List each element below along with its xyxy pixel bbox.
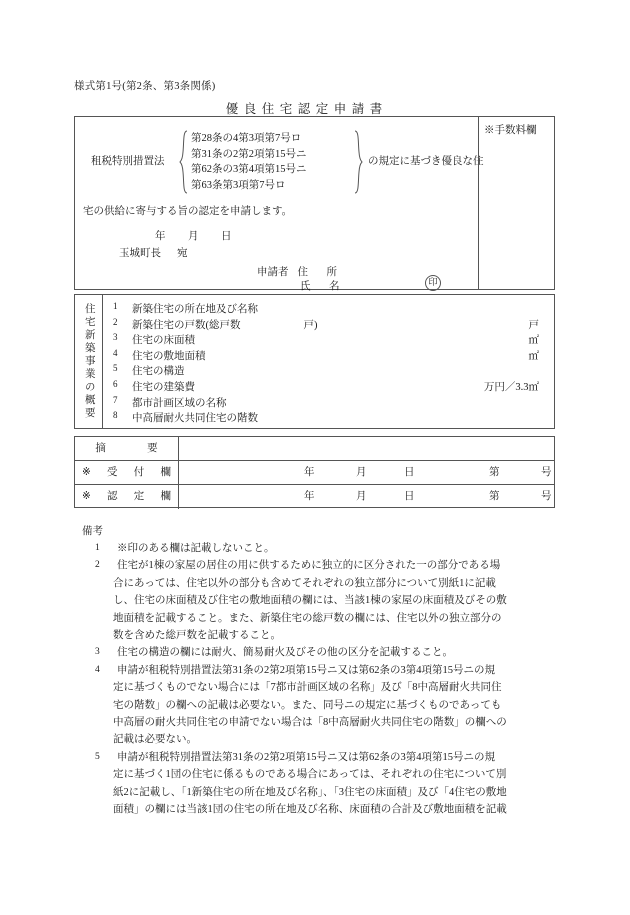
row-label: 住宅の建築費 <box>132 381 195 393</box>
row-label: 都市計画区域の名称 <box>132 397 227 409</box>
table-row <box>103 317 554 333</box>
row-unit: 万円／3.3㎡ <box>483 381 539 393</box>
note-item <box>82 662 554 749</box>
clause-item: 第28条の4第3項第7号ロ <box>191 133 302 144</box>
notes-section <box>82 524 554 819</box>
clause-list <box>188 131 354 193</box>
approval-number-suffix: 号 <box>541 491 552 502</box>
summary-value[interactable] <box>179 437 554 460</box>
table-row <box>103 410 554 426</box>
fee-column <box>478 117 554 289</box>
table-row-summary <box>75 437 554 461</box>
clause-item: 第62条の3第4項第15号ニ <box>191 164 307 175</box>
table-row <box>103 332 554 348</box>
note-line: 紙2に記載し、「1新築住宅の所在地及び名称」、「3住宅の床面積」及び「4住宅の敷地 <box>113 786 507 798</box>
application-statement: 宅の供給に寄与する旨の認定を申請します。 <box>83 206 293 217</box>
applicant-name-label: 氏 名 <box>300 281 344 292</box>
row-number: 6 <box>113 378 118 389</box>
row-number: 8 <box>113 410 118 421</box>
approval-label: ※ 認 定 欄 <box>75 485 179 509</box>
row-unit: ㎡ <box>528 335 539 347</box>
applicant-address-label: 住 所 <box>297 267 341 278</box>
overview-vertical-label: 住宅新築事業の概要 <box>75 295 103 428</box>
receipt-label: ※ 受 付 欄 <box>75 461 179 484</box>
note-line: 地面積を記載すること。また、新築住宅の総戸数の欄には、住宅以外の独立部分の <box>113 612 502 624</box>
overview-item-list <box>103 301 554 428</box>
receipt-number-suffix: 号 <box>541 467 552 478</box>
form-number: 様式第1号(第2条、第3条関係) <box>74 81 216 92</box>
note-item <box>82 540 554 557</box>
note-line: 住宅の構造の欄には耐火、簡易耐火及びその他の区分を記載すること。 <box>117 647 453 659</box>
year-label: 年 <box>155 231 166 242</box>
month-label: 月 <box>188 231 199 242</box>
row-number: 1 <box>113 301 118 311</box>
receipt-number-prefix: 第 <box>489 467 500 478</box>
note-line: 数を含めた総戸数を記載すること。 <box>113 630 281 642</box>
addressee <box>119 245 188 260</box>
approval-month: 月 <box>356 491 367 502</box>
row-label: 新築住宅の戸数(総戸数 戸) <box>132 319 318 331</box>
addressee-suffix: 宛 <box>177 248 188 259</box>
applicant-address-row <box>257 264 341 279</box>
row-unit: 戸 <box>528 319 539 331</box>
approval-day: 日 <box>404 491 415 502</box>
row-number: 4 <box>113 347 118 358</box>
applicant-label: 申請者 <box>257 267 289 278</box>
page-title: 優良住宅認定申請書 <box>225 102 388 116</box>
row-number: 3 <box>113 332 118 343</box>
note-line: 宅の階数」の欄への記載は必要ない。また、同号ニの規定に基づくものであっても <box>113 699 502 711</box>
note-item <box>82 644 554 661</box>
row-label: 新築住宅の所在地及び名称 <box>132 304 258 315</box>
row-label: 住宅の敷地面積 <box>132 350 206 362</box>
note-number: 4 <box>95 664 100 675</box>
brace-right-icon <box>354 130 363 194</box>
table-row <box>103 348 554 364</box>
row-number: 5 <box>113 363 118 374</box>
clause-brace-group <box>179 127 363 197</box>
note-item <box>82 749 554 819</box>
note-number: 5 <box>95 751 100 762</box>
row-label: 中高層耐火共同住宅の階数 <box>132 413 258 425</box>
note-line: 中高層の耐火共同住宅の申請でない場合は「8中高層耐火共同住宅の階数」の欄への <box>113 717 507 729</box>
note-number: 1 <box>95 543 100 553</box>
receipt-month: 月 <box>356 467 367 478</box>
note-line: 面積」の欄には当該1団の住宅の所在地及び名称、床面積の合計及び敷地面積を記載 <box>113 804 507 816</box>
note-number: 3 <box>95 647 100 658</box>
overview-table <box>74 294 555 429</box>
addressee-name: 玉城町長 <box>119 248 161 259</box>
note-line: ※印のある欄は記載しないこと。 <box>117 543 275 554</box>
law-clause-row <box>75 127 484 197</box>
notes-title: 備考 <box>82 526 103 537</box>
approval-number-prefix: 第 <box>489 491 500 502</box>
row-label: 住宅の構造 <box>132 366 185 378</box>
note-line: 住宅が1棟の家屋の居住の用に供するために独立的に区分された一の部分である場 <box>117 560 501 572</box>
note-number: 2 <box>95 560 100 571</box>
application-box <box>74 116 555 290</box>
note-line: 申請が租税特別措置法第31条の2第2項第15号ニ又は第62条の3第4項第15号ニの規 <box>117 751 495 763</box>
clause-item: 第31条の2第2項第15号ニ <box>191 148 307 160</box>
summary-label: 摘 要 <box>75 437 179 460</box>
row-unit: ㎡ <box>528 350 539 362</box>
law-name: 租税特別措置法 <box>91 156 165 167</box>
receipt-year: 年 <box>304 467 315 478</box>
note-line: 記載は必要ない。 <box>113 734 197 746</box>
fee-column-label: ※手数料欄 <box>484 125 537 136</box>
day-label: 日 <box>221 231 232 242</box>
law-tail-text: の規定に基づき優良な住 <box>368 156 484 167</box>
row-label: 住宅の床面積 <box>132 335 195 347</box>
status-table <box>74 436 555 508</box>
note-line: 定に基づくものでない場合には「7都市計画区域の名称」及び「8中高層耐火共同住 <box>113 682 502 694</box>
table-row-approval <box>75 485 554 509</box>
row-number: 7 <box>113 394 118 405</box>
note-line: し、住宅の床面積及び住宅の敷地面積の欄には、当該1棟の家屋の床面積及びその敷 <box>113 595 507 607</box>
date-line <box>155 228 232 243</box>
receipt-day: 日 <box>404 467 415 478</box>
receipt-fields[interactable] <box>179 461 554 484</box>
table-row <box>103 363 554 379</box>
table-row <box>103 379 554 395</box>
table-row <box>103 301 554 317</box>
note-item <box>82 557 554 644</box>
row-number: 2 <box>113 316 118 327</box>
table-row <box>103 395 554 411</box>
note-line: 合にあっては、住宅以外の部分も含めてそれぞれの独立部分について別紙1に記載 <box>113 577 496 589</box>
note-line: 定に基づく1団の住宅に係るものである場合にあっては、それぞれの住宅について別 <box>113 769 507 781</box>
note-line: 申請が租税特別措置法第31条の2第2項第15号ニ又は第62条の3第4項第15号ニの規 <box>117 664 495 676</box>
brace-left-icon <box>179 130 188 194</box>
clause-item: 第63条第3項第7号ロ <box>191 179 286 191</box>
approval-year: 年 <box>304 491 315 502</box>
seal-icon: 印 <box>425 275 441 291</box>
table-row-receipt <box>75 461 554 485</box>
approval-fields[interactable] <box>179 485 554 509</box>
